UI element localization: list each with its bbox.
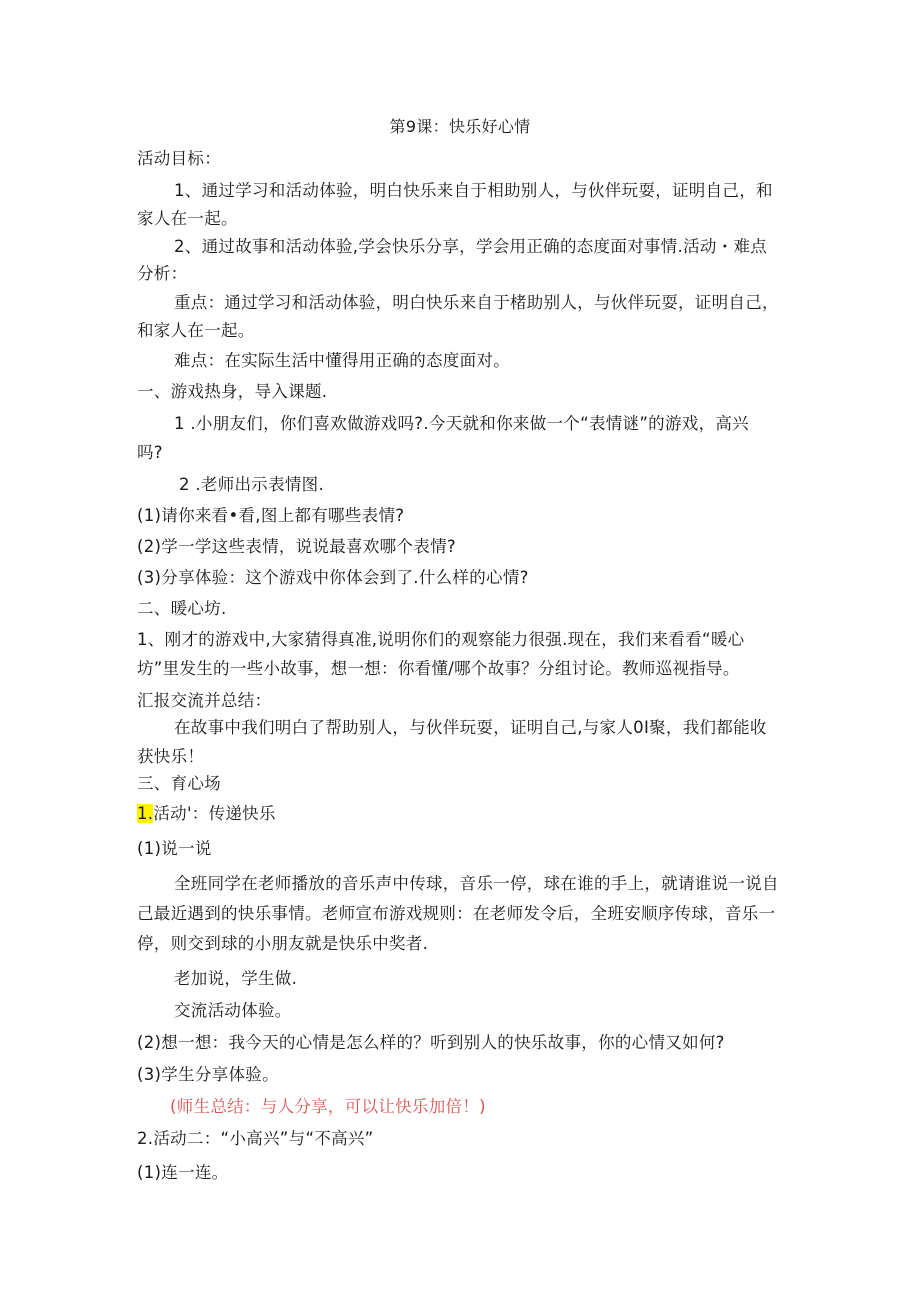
- paragraph-line: 2 .老师出示表情图.: [179, 475, 325, 494]
- paragraph-line: 己最近遇到的快乐事情。老师宣布游戏规则：在老师发令后，全班安顺序传球，音乐一: [137, 904, 776, 923]
- paragraph-line: (1)请你来看•看,图上都有哪些表情?: [137, 506, 405, 525]
- paragraph-line: 2、通过故事和活动体验,学会快乐分享，学会用正确的态度面对事情.活动・难点: [174, 237, 768, 256]
- lesson-title: 第9课：快乐好心情: [389, 117, 531, 136]
- paragraph-line: 老加说，学生做.: [174, 969, 298, 988]
- paragraph-line: 1、刚才的游戏中,大家猜得真准,说明你们的观察能力很强.现在，我们来看看“暖心: [137, 630, 745, 649]
- paragraph-line: 1 .小朋友们，你们喜欢做游戏吗?.今天就和你来做一个“表情谜”的游戏，高兴: [174, 414, 749, 433]
- paragraph-line: 交流活动体验。: [174, 1001, 292, 1020]
- highlighted-number: 1.: [137, 804, 154, 823]
- paragraph-line: (3)学生分享体验。: [137, 1065, 279, 1084]
- paragraph-line: (2)想一想：我今天的心情是怎么样的？听到别人的快乐故事，你的心情又如何?: [137, 1033, 725, 1052]
- paragraph-line: 坊”里发生的一些小故事，想一想：你看懂/哪个故事？分组讨论。教师巡视指导。: [137, 659, 740, 678]
- section-heading: 三、育心场: [137, 774, 221, 793]
- paragraph-line: (1)说一说: [137, 839, 212, 858]
- paragraph-line: 汇报交流并总结：: [137, 691, 272, 710]
- paragraph-line: 吗?: [137, 443, 163, 462]
- paragraph-line: 停，则交到球的小朋友就是快乐中奖者.: [137, 934, 429, 953]
- goals-heading: 活动目标：: [137, 149, 221, 168]
- paragraph-line: (3)分享体验：这个游戏中你体会到了.什么样的心情?: [137, 568, 529, 587]
- paragraph-line: (2)学一学这些表情，说说最喜欢哪个表情?: [137, 537, 456, 556]
- paragraph-line: 获快乐！: [137, 747, 205, 766]
- paragraph-line: 2.活动二：“小高兴”与“不高兴”: [137, 1129, 374, 1148]
- section-heading: 一、游戏热身，导入课题.: [137, 382, 328, 401]
- section-heading: 二、暖心坊.: [137, 599, 227, 618]
- paragraph-line: 在故事中我们明白了帮助别人，与伙伴玩耍，证明自己,与家人0I聚，我们都能收: [174, 718, 767, 737]
- paragraph-line: 和家人在一起。: [137, 321, 255, 340]
- activity-one-line: 1.活动'：传递快乐: [137, 804, 276, 823]
- paragraph-line: 分析：: [137, 264, 188, 283]
- teacher-summary-note: (师生总结：与人分享，可以让快乐加倍！): [170, 1097, 486, 1116]
- paragraph-line: 难点：在实际生活中懂得用正确的态度面对。: [174, 351, 510, 370]
- paragraph-line: 全班同学在老师播放的音乐声中传球，音乐一停，球在谁的手上，就请谁说一说自: [174, 874, 779, 893]
- paragraph-line: 1、通过学习和活动体验，明白快乐来自于相助别人，与伙伴玩耍，证明自己，和: [174, 181, 773, 200]
- paragraph-line: 重点：通过学习和活动体验，明白快乐来自于楮助别人，与伙伴玩耍，证明自己，: [174, 293, 779, 312]
- paragraph-line: 家人在一起。: [137, 209, 238, 228]
- paragraph-line: (1)连一连。: [137, 1163, 229, 1182]
